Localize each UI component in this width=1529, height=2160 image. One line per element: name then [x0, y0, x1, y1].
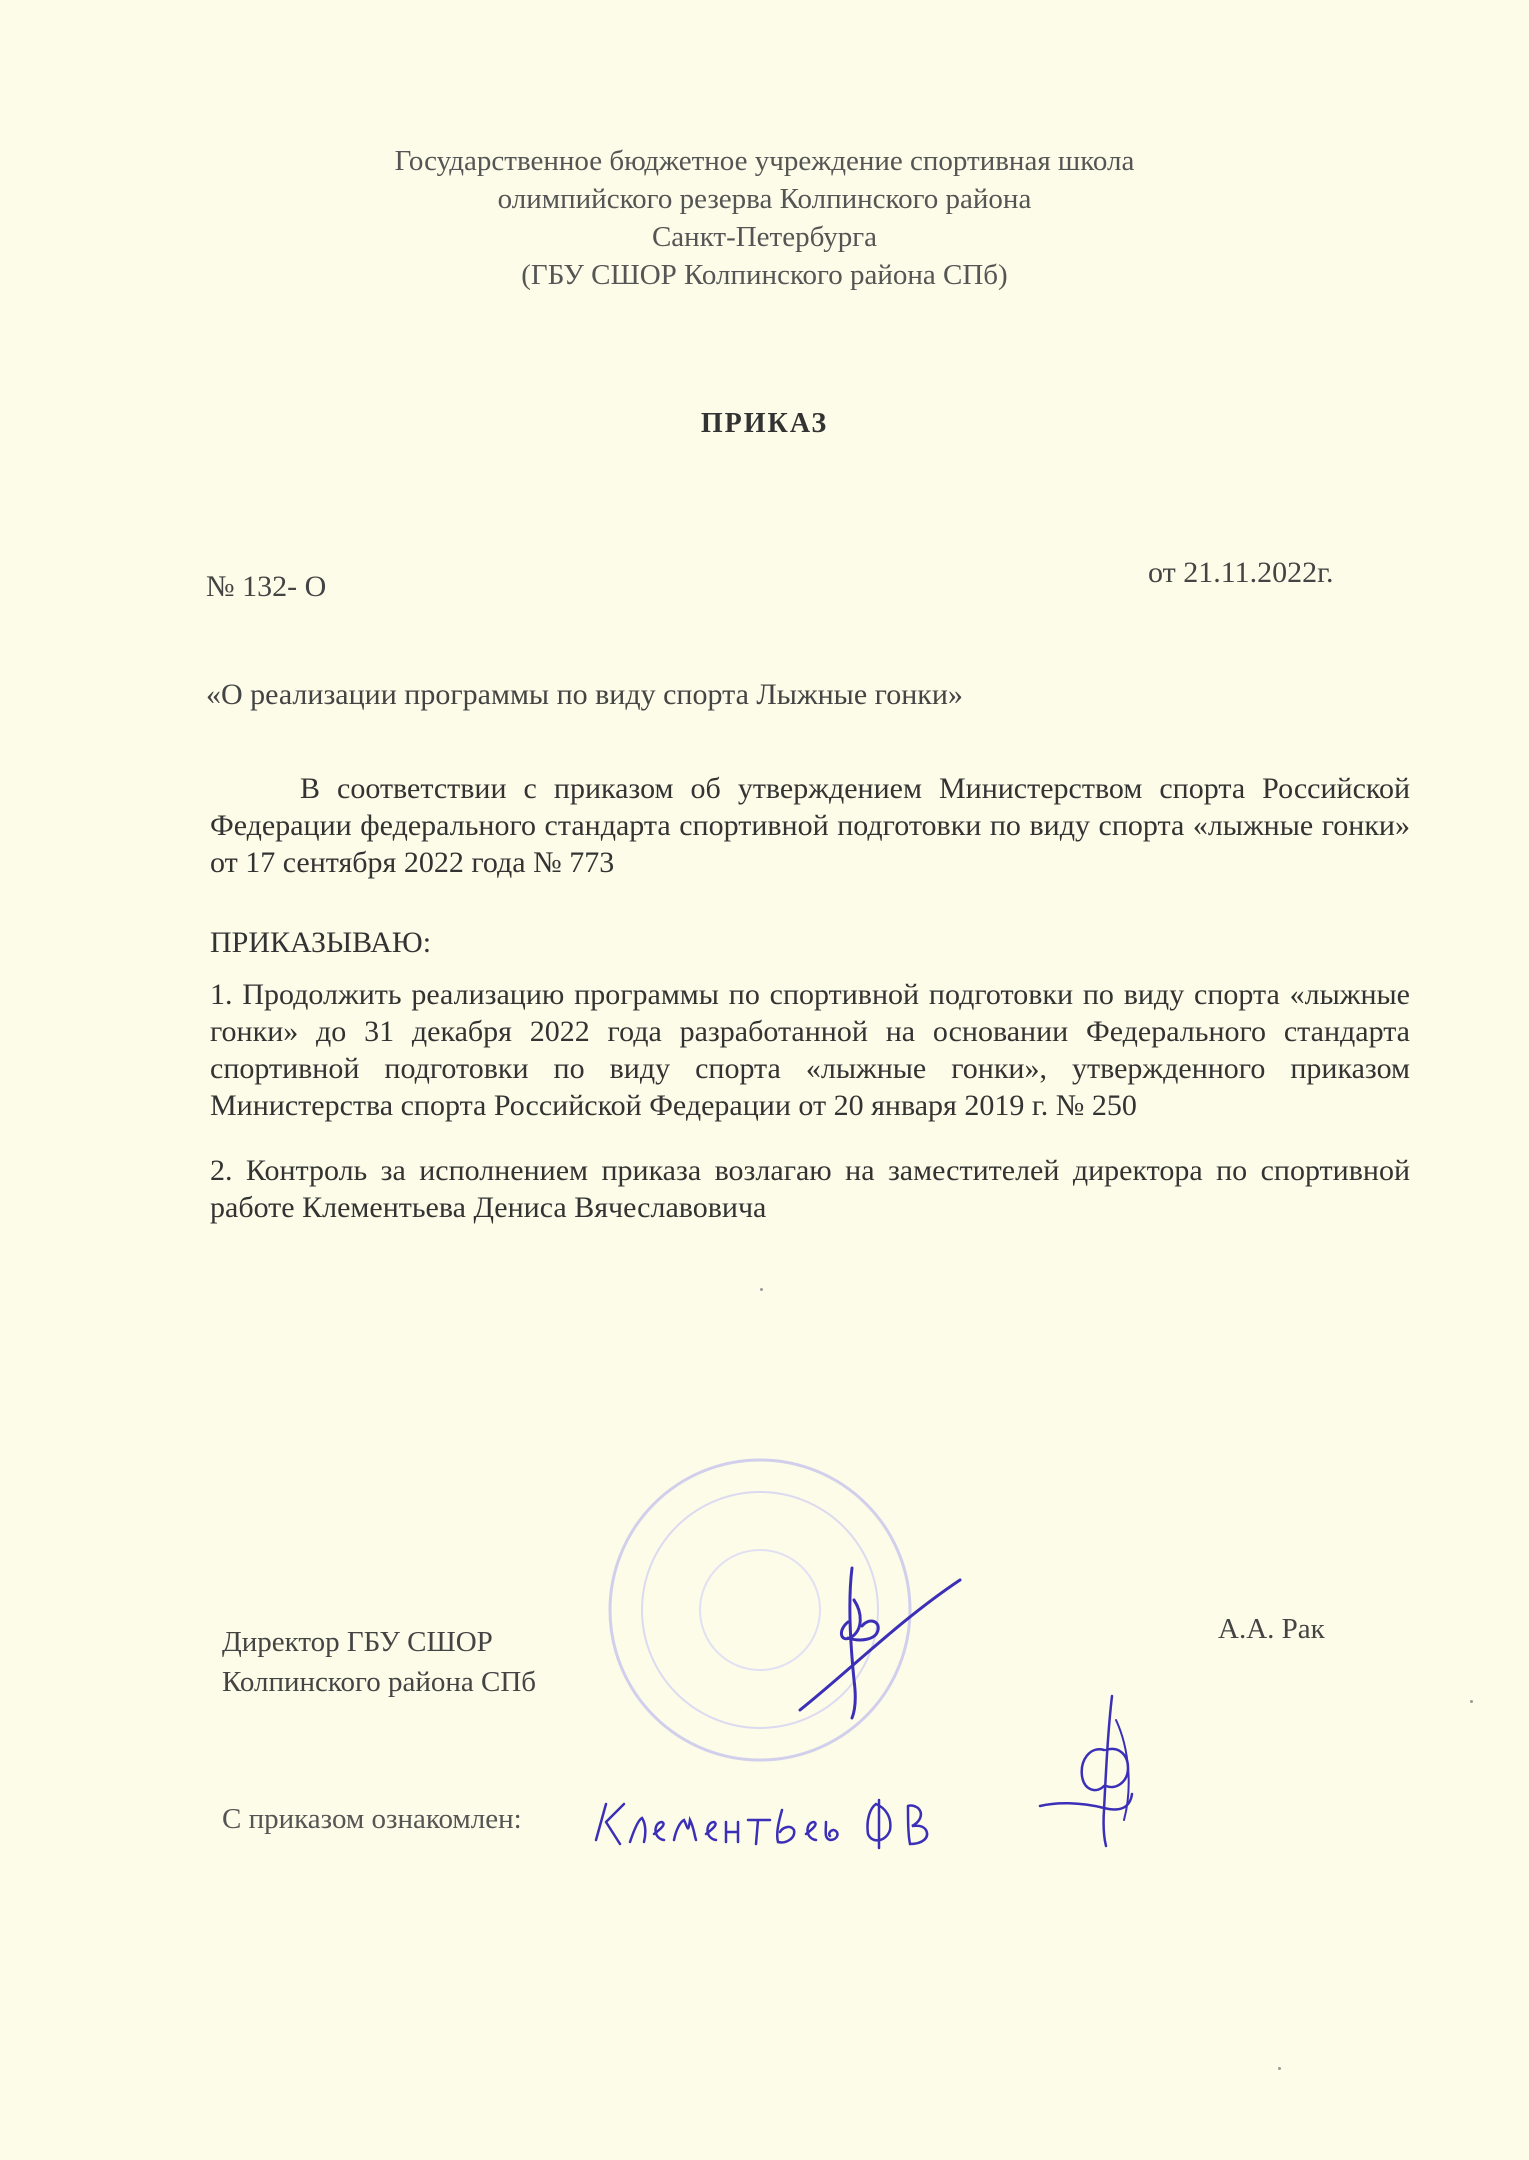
basis-paragraph: В соответствии с приказом об утверждением Министерством спорта Российской Федерации федерального стандарта спортивной подготовки по виду спорта «лыжные гонки» от 17 сентября 2022 года № 773 [210, 772, 1410, 879]
header-line-3: Санкт-Петербурга [651, 221, 878, 253]
organization-header [0, 142, 1529, 294]
director-signature-icon [790, 1560, 970, 1720]
order-date: от 21.11.2022г. [1148, 556, 1334, 589]
order-item-2: 2. Контроль за исполнением приказа возлагаю на заместителей директора по спортивной работе Клементьева Дениса Вячеславовича [210, 1154, 1410, 1224]
order-subject: «О реализации программы по виду спорта Лыжные гонки» [206, 678, 963, 711]
header-line-4: (ГБУ СШОР Колпинского района СПб) [521, 259, 1008, 291]
signature-name: А.А. Рак [1218, 1613, 1325, 1645]
scan-speck [1278, 2067, 1281, 2070]
handwritten-name-icon [590, 1790, 980, 1860]
acknowledgement-label: С приказом ознакомлен: [222, 1803, 522, 1835]
signature-position-line-1: Директор ГБУ СШОР [222, 1626, 493, 1658]
document-title: ПРИКАЗ [700, 408, 829, 439]
scan-speck [1470, 1700, 1473, 1703]
header-line-2: олимпийского резерва Колпинского района [497, 183, 1032, 215]
acknowledgement-signature-icon [1020, 1690, 1170, 1850]
order-word: ПРИКАЗЫВАЮ: [210, 926, 432, 959]
signature-position-line-2: Колпинского района СПб [222, 1666, 537, 1698]
order-number: № 132- О [206, 570, 327, 603]
scan-speck [760, 1288, 763, 1291]
signature-position [222, 1622, 536, 1702]
order-item-1: 1. Продолжить реализацию программы по спортивной подготовки по виду спорта «лыжные гонки» до 31 декабря 2022 года разработанной на основании Федерального стандарта спортивной подготовки по виду спорта «лыжные гонки», утвержденного приказом Министерства спорта Российской Федерации от 20 января 2019 г. № 250 [210, 978, 1410, 1122]
header-line-1: Государственное бюджетное учреждение спортивная школа [394, 145, 1135, 177]
